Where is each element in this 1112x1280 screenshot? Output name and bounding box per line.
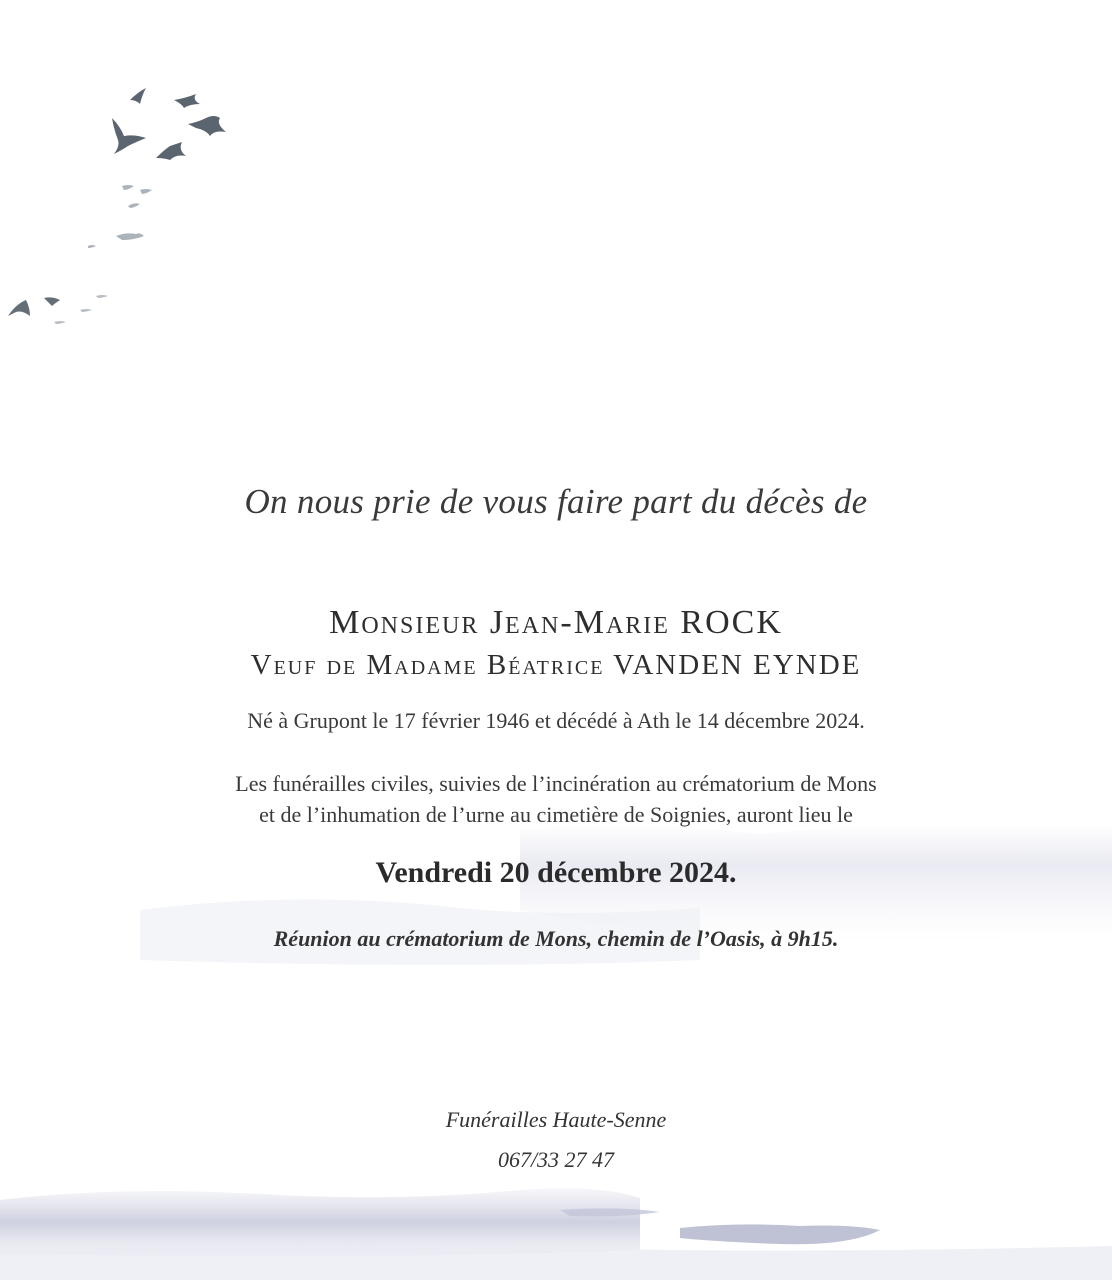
bird-icon [130, 88, 146, 104]
company-phone: 067/33 27 47 [497, 1147, 615, 1172]
bird-icon [174, 94, 200, 108]
bird-icon [44, 297, 60, 306]
bird-icon [88, 245, 96, 248]
bird-icon [54, 321, 66, 324]
bird-icon [188, 116, 226, 136]
funeral-date: Vendredi 20 décembre 2024. [375, 856, 737, 889]
bird-icon [116, 233, 144, 240]
birds-illustration [0, 0, 260, 360]
meeting-place: Réunion au crématorium de Mons, chemin de l’Oasis, à 9h15. [273, 926, 839, 951]
funeral-details-line-2: et de l’inhumation de l’urne au cimetière de Soignies, auront lieu le [259, 802, 853, 827]
bird-icon [128, 203, 140, 208]
widower-line: Veuf de Madame Béatrice VANDEN EYNDE [250, 649, 862, 681]
birth-death-line: Né à Grupont le 17 février 1946 et décédé à Ath le 14 décembre 2024. [247, 708, 865, 733]
bird-icon [122, 185, 134, 190]
intro-text: On nous prie de vous faire part du décès de [244, 482, 868, 521]
bird-icon [140, 189, 152, 194]
bird-icon [96, 295, 108, 298]
bird-icon [156, 142, 186, 160]
funeral-company: Funérailles Haute-Senne [445, 1107, 667, 1132]
deceased-name: Monsieur Jean-Marie ROCK [329, 604, 783, 641]
bird-icon [80, 309, 92, 312]
bird-icon [8, 300, 30, 316]
bird-icon [112, 118, 146, 154]
funeral-details-line-1: Les funérailles civiles, suivies de l’incinération au crématorium de Mons [235, 771, 877, 796]
